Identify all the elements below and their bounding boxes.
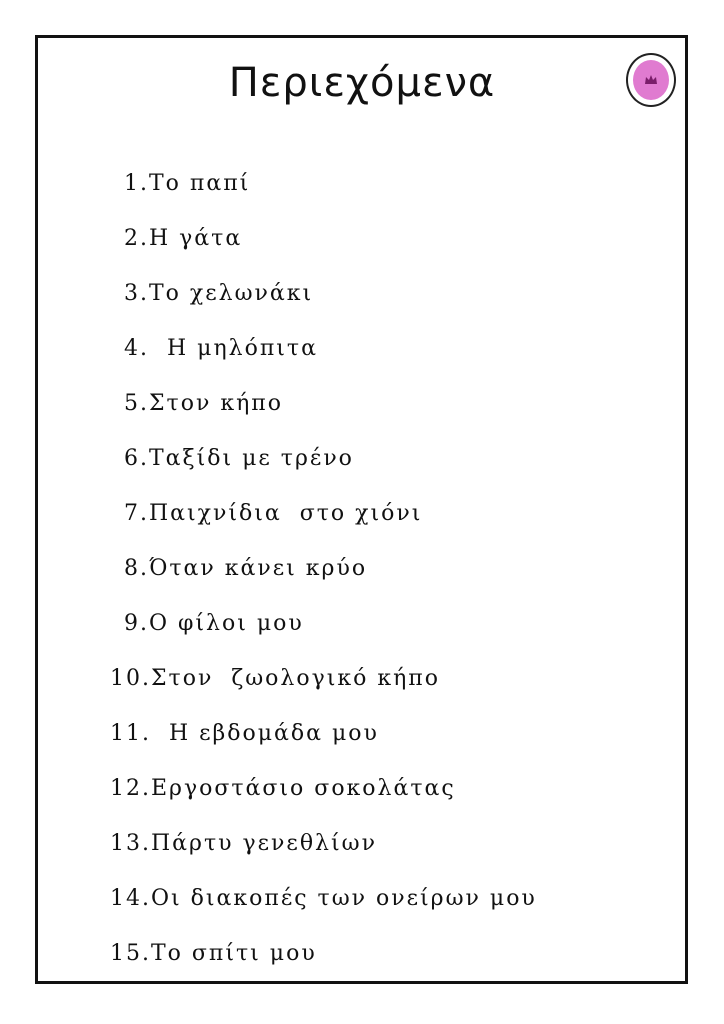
toc-item-label: Το χελωνάκι — [148, 281, 314, 306]
toc-item-label: Το σπίτι μου — [150, 941, 317, 966]
toc-item-number: 14. — [109, 886, 151, 911]
toc-item-number: 7. — [123, 501, 149, 526]
toc-item-label: Στον ζωολογικό κήπο — [150, 666, 441, 691]
toc-item-label: Οι διακοπές των ονείρων μου — [150, 886, 537, 911]
toc-item-number: 11. — [109, 721, 151, 746]
logo-badge — [626, 53, 676, 107]
toc-item-label: Παιχνίδια στο χιόνι — [148, 501, 423, 526]
toc-item-label: Η γάτα — [148, 226, 243, 251]
toc-item-number: 1. — [123, 171, 149, 196]
toc-item-label: Πάρτυ γενεθλίων — [150, 831, 377, 856]
toc-item-label: Ταξίδι με τρένο — [148, 446, 354, 471]
toc-item-number: 9. — [123, 611, 149, 636]
toc-item-label: Όταν κάνει κρύο — [148, 556, 368, 581]
toc-item-number: 3. — [123, 281, 149, 306]
toc-item-number: 12. — [109, 776, 151, 801]
toc-item-label: Η μηλόπιτα — [148, 336, 318, 361]
toc-item — [74, 916, 317, 991]
toc-item-number: 5. — [123, 391, 149, 416]
page-title: Περιεχόμενα — [228, 60, 496, 106]
toc-item-label: Η εβδομάδα μου — [150, 721, 379, 746]
logo-icon — [633, 60, 669, 100]
toc-item-label: Το παπί — [148, 171, 251, 196]
toc-item-number: 13. — [109, 831, 151, 856]
toc-item-number: 10. — [109, 666, 151, 691]
toc-item-label: Ο φίλοι μου — [148, 611, 304, 636]
toc-item-label: Εργοστάσιο σοκολάτας — [150, 776, 456, 801]
toc-item-label: Στον κήπο — [148, 391, 283, 416]
crown-icon — [644, 74, 658, 86]
toc-item-number: 15. — [109, 941, 151, 966]
toc-item-number: 8. — [123, 556, 149, 581]
toc-item-number: 4. — [123, 336, 149, 361]
toc-item-number: 2. — [123, 226, 149, 251]
toc-item-number: 6. — [123, 446, 149, 471]
